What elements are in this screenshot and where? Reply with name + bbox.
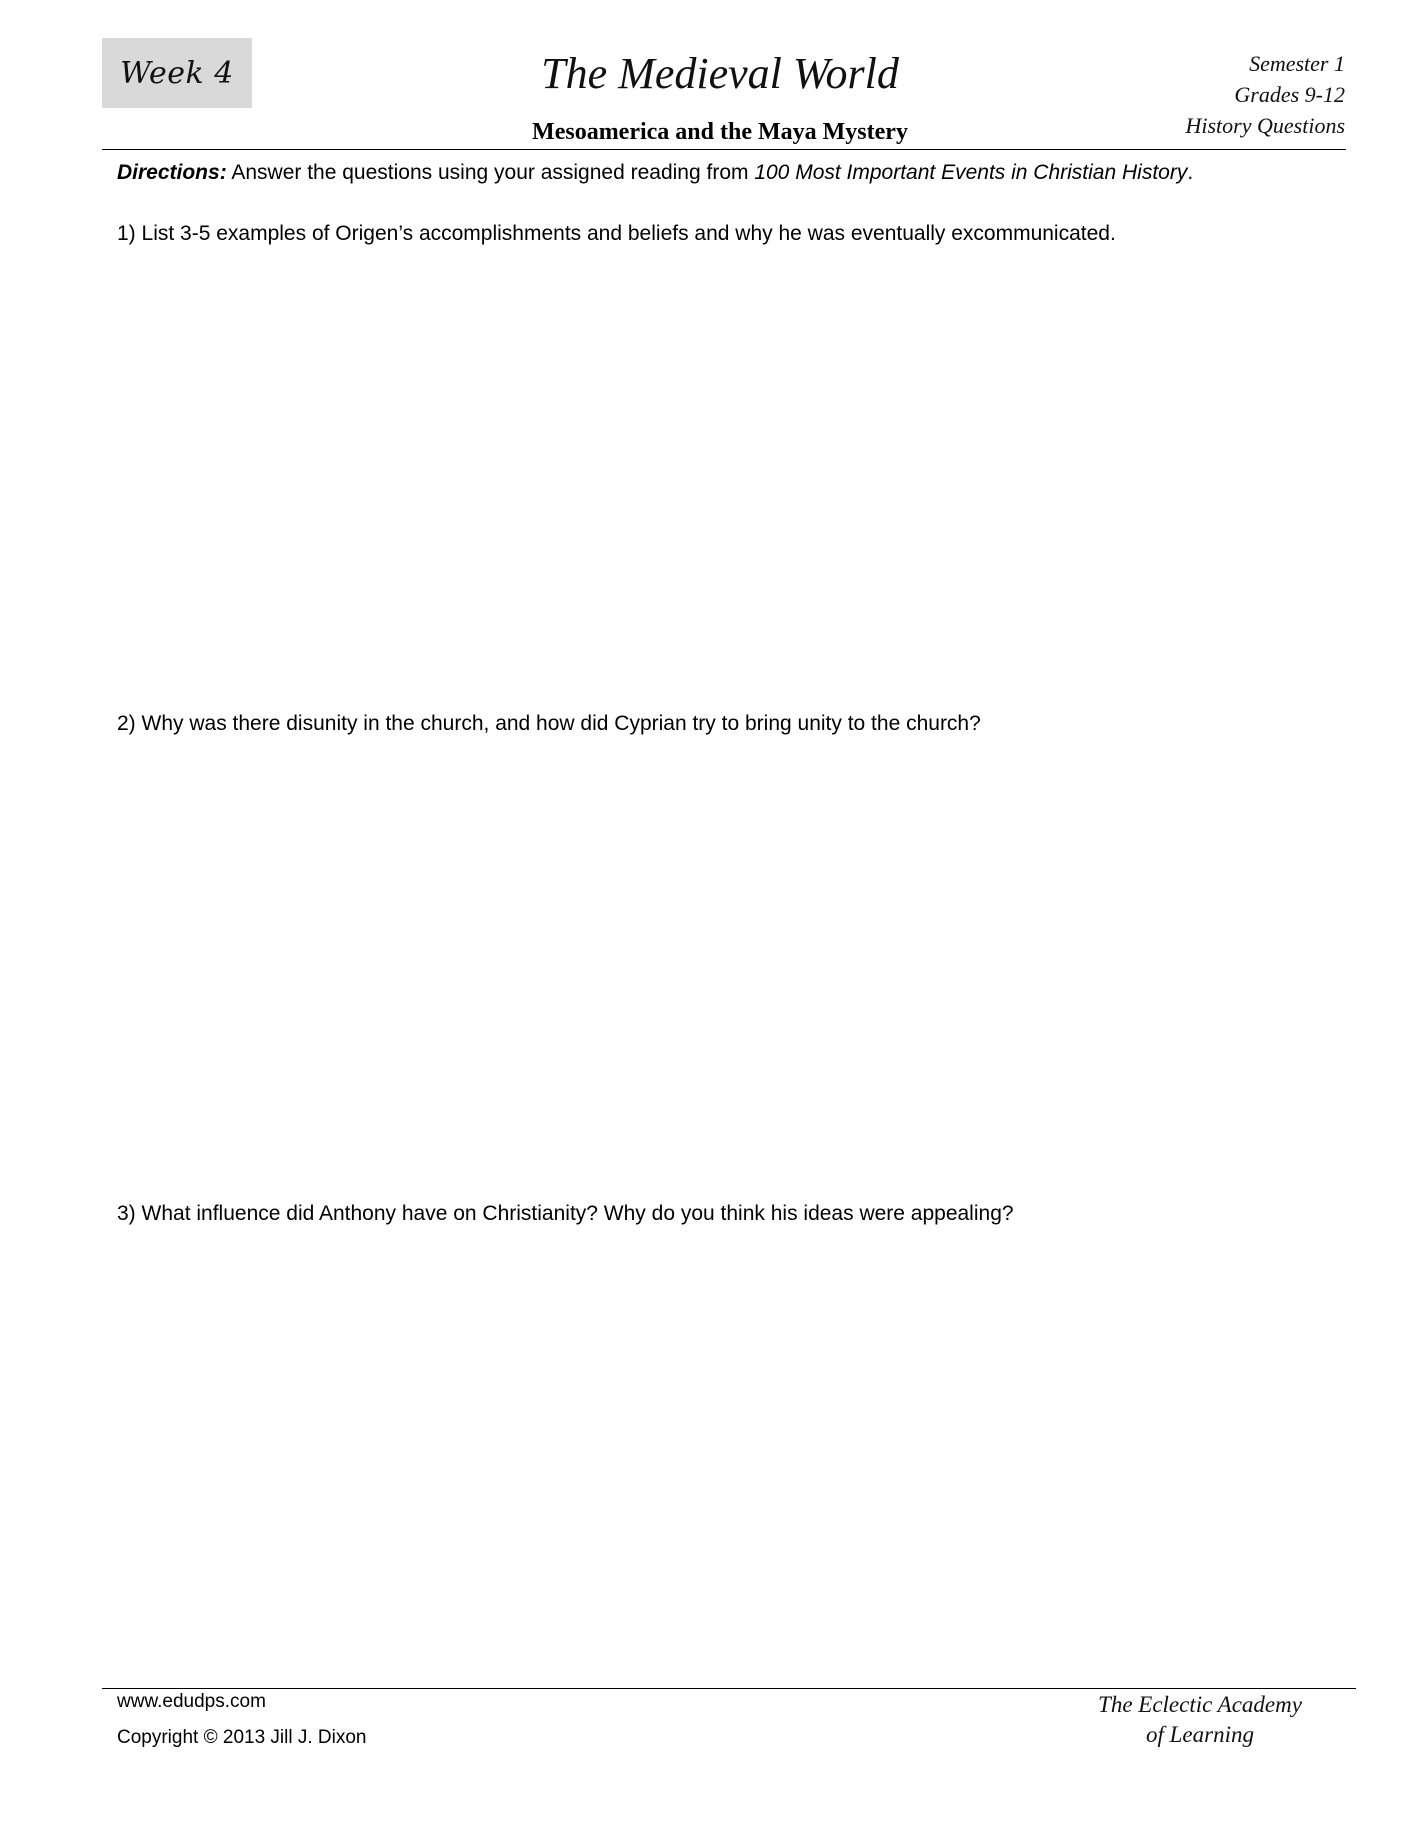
question-text: Why was there disunity in the church, and how did Cyprian try to bring unity to the church? [141,712,981,735]
question-text: What influence did Anthony have on Christianity? Why do you think his ideas were appealing? [141,1202,1014,1225]
page-subtitle: Mesoamerica and the Maya Mystery [532,119,908,145]
academy-line-1: The Eclectic Academy [1098,1692,1302,1717]
question-number: 3) [117,1202,136,1225]
grades-label: Grades 9-12 [1234,82,1345,107]
question-text: List 3-5 examples of Origen’s accomplishments and beliefs and why he was eventually excommunicated. [141,222,1116,245]
course-meta [1186,48,1346,141]
header-divider [102,149,1346,150]
directions-end: . [1187,161,1194,184]
book-title: 100 Most Important Events in Christian History [754,161,1188,184]
answer-area-1[interactable] [117,256,1345,696]
footer-academy [1070,1690,1330,1750]
footer-divider [102,1688,1356,1689]
answer-area-2[interactable] [117,746,1345,1186]
week-label: Week 4 [120,55,234,91]
directions-text: Answer the questions using your assigned reading from [226,161,755,184]
question-number: 1) [117,222,136,245]
question-1 [117,221,1116,247]
question-3 [117,1201,1014,1227]
footer-website-link[interactable]: www.edudps.com [117,1691,266,1712]
subject-label: History Questions [1185,113,1345,138]
question-number: 2) [117,712,136,735]
directions-label: Directions: [117,161,227,184]
answer-area-3[interactable] [117,1236,1345,1676]
question-2 [117,711,981,737]
page-title: The Medieval World [541,49,899,98]
footer-copyright: Copyright © 2013 Jill J. Dixon [117,1727,367,1748]
directions [117,160,1193,186]
week-badge [102,38,252,108]
semester-label: Semester 1 [1249,51,1345,76]
academy-line-2: of Learning [1146,1722,1254,1747]
